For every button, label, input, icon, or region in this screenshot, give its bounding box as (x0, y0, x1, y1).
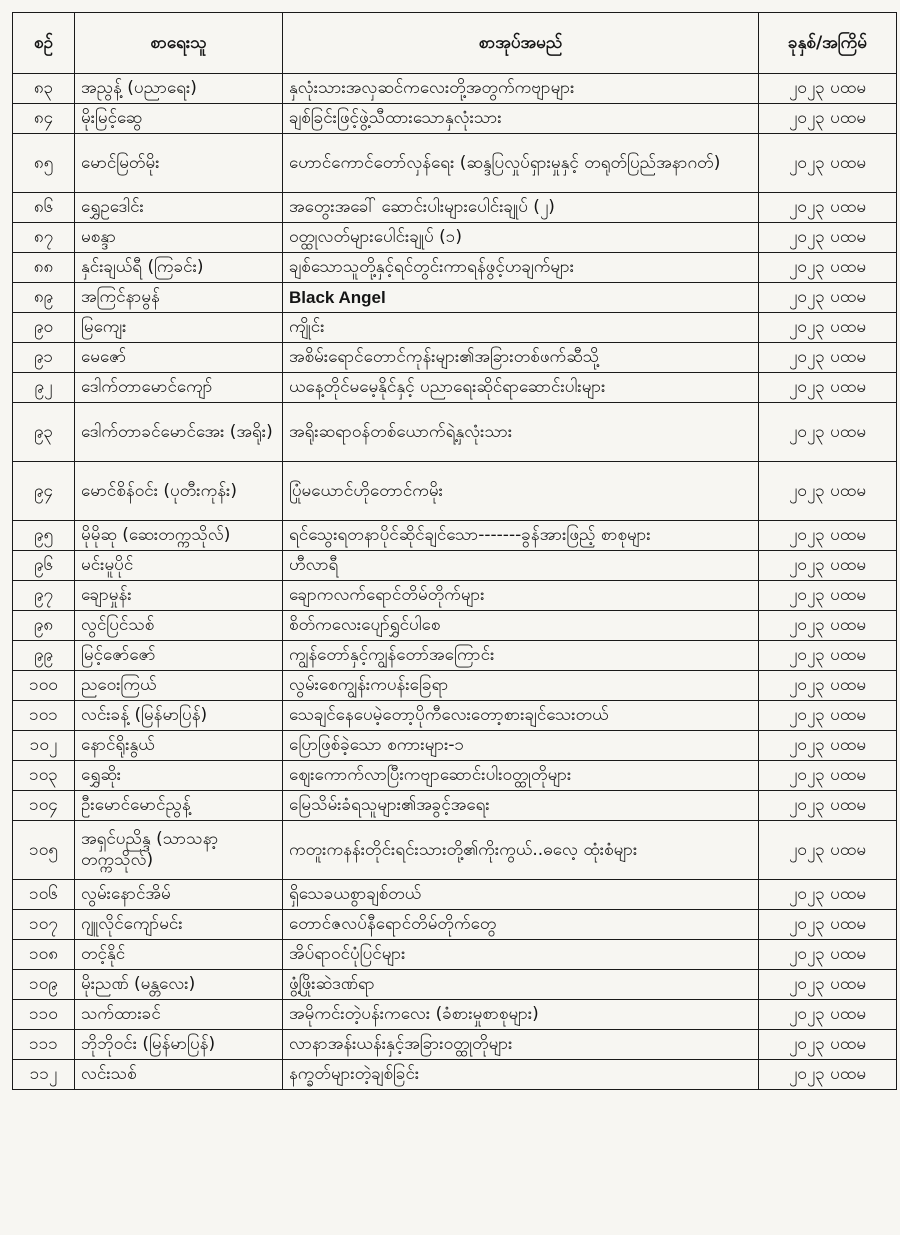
table-row (13, 343, 897, 373)
row-title: ချစ်သောသူတို့နှင့်ရင်တွင်းကာရန်ဖွင့်ဟချက်များ (283, 253, 759, 283)
table-row (13, 910, 897, 940)
row-title: ရင်သွေးရတနာပိုင်ဆိုင်ချင်သော-------ခွန်အားဖြည့် စာစုများ (283, 521, 759, 551)
table-row (13, 104, 897, 134)
row-edition: ၂၀၂၃ ပထမ (759, 581, 897, 611)
row-title: အိပ်ရာဝင်ပုံပြင်များ (283, 940, 759, 970)
row-title: ချောကလက်ရောင်တိမ်တိုက်များ (283, 581, 759, 611)
row-title: ပြုံမယောင်ဟိုတောင်ကမိုး (283, 462, 759, 521)
row-title: အစိမ်းရောင်တောင်ကုန်းများ၏အခြားတစ်ဖက်ဆီသို့ (283, 343, 759, 373)
row-number: ၉၈ (13, 611, 75, 641)
row-author: အရှင်ပညိန္ဒ (သာသနာ့တက္ကသိုလ်) (75, 821, 283, 880)
table-row (13, 462, 897, 521)
row-number: ၈၄ (13, 104, 75, 134)
row-title: အတွေးအခေါ် ဆောင်းပါးများပေါင်းချုပ် (၂) (283, 193, 759, 223)
row-edition: ၂၀၂၃ ပထမ (759, 223, 897, 253)
row-number: ၁၁၀ (13, 1000, 75, 1030)
row-number: ၈၅ (13, 134, 75, 193)
row-author: လင်းသစ် (75, 1060, 283, 1090)
row-number: ၁၀၈ (13, 940, 75, 970)
row-author: ဦးမောင်မောင်ညွန့် (75, 791, 283, 821)
table-row (13, 373, 897, 403)
table-row (13, 880, 897, 910)
row-edition: ၂၀၂၃ ပထမ (759, 880, 897, 910)
table-row (13, 791, 897, 821)
row-title: ဝတ္ထုလတ်များပေါင်းချုပ် (၁) (283, 223, 759, 253)
row-edition: ၂၀၂၃ ပထမ (759, 343, 897, 373)
table-row (13, 134, 897, 193)
row-edition: ၂၀၂၃ ပထမ (759, 253, 897, 283)
row-title: ယနေ့တိုင်မမေ့နိုင်နှင့် ပညာရေးဆိုင်ရာဆောင်းပါးများ (283, 373, 759, 403)
row-number: ၈၃ (13, 74, 75, 104)
row-title: လွမ်းစေကျွန်းကပန်းခြေရာ (283, 671, 759, 701)
row-edition: ၂၀၂၃ ပထမ (759, 731, 897, 761)
header-title: စာအုပ်အမည် (283, 13, 759, 74)
table-row (13, 761, 897, 791)
table-row (13, 821, 897, 880)
row-edition: ၂၀၂၃ ပထမ (759, 701, 897, 731)
row-author: နောင်ရိုးနွယ် (75, 731, 283, 761)
table-row (13, 521, 897, 551)
row-title: ကျွန်တော်နှင့်ကျွန်တော်အကြောင်း (283, 641, 759, 671)
table-row (13, 283, 897, 313)
row-author: ဒေါက်တာမောင်ကျော် (75, 373, 283, 403)
row-number: ၁၀၀ (13, 671, 75, 701)
row-number: ၁၀၉ (13, 970, 75, 1000)
row-title: ကတူးကနန်းတိုင်းရင်းသားတို့၏ကိုးကွယ်..ဓလေ့ ထုံးစံများ (283, 821, 759, 880)
row-number: ၉၂ (13, 373, 75, 403)
header-number: စဉ် (13, 13, 75, 74)
row-author: ဂျူလိုင်ကျော်မင်း (75, 910, 283, 940)
table-row (13, 731, 897, 761)
table-row (13, 1000, 897, 1030)
row-number: ၈၆ (13, 193, 75, 223)
table-row (13, 671, 897, 701)
row-author: ရွှေဆိုး (75, 761, 283, 791)
row-author: လွင်ပြင်သစ် (75, 611, 283, 641)
row-title: ရှိသေခယစွာချစ်တယ် (283, 880, 759, 910)
row-author: ဒေါက်တာခင်မောင်အေး (အရိုး) (75, 403, 283, 462)
row-number: ၁၁၂ (13, 1060, 75, 1090)
row-title: ချစ်ခြင်းဖြင့်ဖွဲ့သီထားသောနှလုံးသား (283, 104, 759, 134)
table-row (13, 74, 897, 104)
row-edition: ၂၀၂၃ ပထမ (759, 910, 897, 940)
row-edition: ၂၀၂၃ ပထမ (759, 313, 897, 343)
row-number: ၁၀၆ (13, 880, 75, 910)
row-author: လွမ်းနောင်အိမ် (75, 880, 283, 910)
row-edition: ၂၀၂၃ ပထမ (759, 1030, 897, 1060)
row-title: ကျိုင်း (283, 313, 759, 343)
table-row (13, 701, 897, 731)
row-edition: ၂၀၂၃ ပထမ (759, 821, 897, 880)
row-edition: ၂၀၂၃ ပထမ (759, 761, 897, 791)
row-number: ၁၀၄ (13, 791, 75, 821)
header-edition: ခုနှစ်/အကြိမ် (759, 13, 897, 74)
row-author: ညဝေးကြယ် (75, 671, 283, 701)
row-author: မိုးညဏ် (မန္တလေး) (75, 970, 283, 1000)
row-author: အညွန့် (ပညာရေး) (75, 74, 283, 104)
table-row (13, 223, 897, 253)
table-row (13, 313, 897, 343)
row-number: ၉၃ (13, 403, 75, 462)
row-title: နက္ခတ်များတဲ့ချစ်ခြင်း (283, 1060, 759, 1090)
row-edition: ၂၀၂၃ ပထမ (759, 373, 897, 403)
row-edition: ၂၀၂၃ ပထမ (759, 462, 897, 521)
row-edition: ၂၀၂၃ ပထမ (759, 283, 897, 313)
row-title: စိတ်ကလေးပျော်ရွှင်ပါစေ (283, 611, 759, 641)
row-title: ဖွံ့ဖြိုးဆဲဒဏ်ရာ (283, 970, 759, 1000)
row-author: တင့်နိုင် (75, 940, 283, 970)
table-row (13, 1030, 897, 1060)
row-author: လင်းခန့် (မြန်မာပြန်) (75, 701, 283, 731)
row-number: ၁၀၂ (13, 731, 75, 761)
row-number: ၉၀ (13, 313, 75, 343)
row-number: ၉၇ (13, 581, 75, 611)
row-author: ချောမှုန်း (75, 581, 283, 611)
row-edition: ၂၀၂၃ ပထမ (759, 104, 897, 134)
row-number: ၉၁ (13, 343, 75, 373)
row-number: ၁၁၁ (13, 1030, 75, 1060)
row-author: မစန္ဒာ (75, 223, 283, 253)
row-title: လာနာအန်းယန်းနှင့်အခြားဝတ္ထုတိုများ (283, 1030, 759, 1060)
row-edition: ၂၀၂၃ ပထမ (759, 551, 897, 581)
row-edition: ၂၀၂၃ ပထမ (759, 1060, 897, 1090)
row-title: တောင်ဇလပ်နီရောင်တိမ်တိုက်တွေ (283, 910, 759, 940)
row-edition: ၂၀၂၃ ပထမ (759, 970, 897, 1000)
row-title: ဟီလာရီ (283, 551, 759, 581)
row-title: ပြောဖြစ်ခဲ့သော စကားများ-၁ (283, 731, 759, 761)
row-number: ၁၀၅ (13, 821, 75, 880)
row-edition: ၂၀၂၃ ပထမ (759, 134, 897, 193)
row-author: ဘိုဘိုဝင်း (မြန်မာပြန်) (75, 1030, 283, 1060)
row-author: နှင်းချယ်ရီ (ကြခင်း) (75, 253, 283, 283)
header-author: စာရေးသူ (75, 13, 283, 74)
row-author: မြကျေး (75, 313, 283, 343)
row-edition: ၂၀၂၃ ပထမ (759, 74, 897, 104)
row-number: ၉၅ (13, 521, 75, 551)
row-edition: ၂၀၂၃ ပထမ (759, 193, 897, 223)
table-row (13, 611, 897, 641)
row-title: သေချင်နေပေမဲ့တော့ပိုကီလေးတော့စားချင်သေးတယ် (283, 701, 759, 731)
row-edition: ၂၀၂၃ ပထမ (759, 403, 897, 462)
row-author: သက်ထားခင် (75, 1000, 283, 1030)
row-author: မောင်မြတ်မိုး (75, 134, 283, 193)
book-list-table (12, 12, 897, 1090)
row-number: ၉၄ (13, 462, 75, 521)
table-row (13, 970, 897, 1000)
table-row (13, 1060, 897, 1090)
table-row (13, 551, 897, 581)
row-title: ဟောင်ကောင်တော်လှန်ရေး (ဆန္ဒပြလှုပ်ရှားမှုနှင့် တရုတ်ပြည်အနာဂတ်) (283, 134, 759, 193)
row-author: မောင်စိန်ဝင်း (ပုတီးကုန်း) (75, 462, 283, 521)
row-number: ၉၉ (13, 641, 75, 671)
row-number: ၈၈ (13, 253, 75, 283)
row-edition: ၂၀၂၃ ပထမ (759, 521, 897, 551)
row-number: ၁၀၇ (13, 910, 75, 940)
row-author: မြင့်ဇော်ဇော် (75, 641, 283, 671)
row-edition: ၂၀၂၃ ပထမ (759, 671, 897, 701)
row-author: မိုးမြင့်ဆွေ (75, 104, 283, 134)
row-author: မိုမိုဆု (ဆေးတက္ကသိုလ်) (75, 521, 283, 551)
row-edition: ၂၀၂၃ ပထမ (759, 1000, 897, 1030)
row-author: ရွှေဥဒေါင်း (75, 193, 283, 223)
row-title: အရိုးဆရာဝန်တစ်ယောက်ရဲ့နှလုံးသား (283, 403, 759, 462)
table-header-row (13, 13, 897, 74)
row-title: ဈေးကောက်လာပြီးကဗျာဆောင်းပါးဝတ္ထုတိုများ (283, 761, 759, 791)
row-title: အမိုကင်းတဲ့ပန်းကလေး (ခံစားမှုစာစုများ) (283, 1000, 759, 1030)
row-author: မင်းမူပိုင် (75, 551, 283, 581)
row-edition: ၂၀၂၃ ပထမ (759, 940, 897, 970)
table-row (13, 581, 897, 611)
table-row (13, 253, 897, 283)
row-number: ၁၀၁ (13, 701, 75, 731)
row-number: ၈၇ (13, 223, 75, 253)
row-title: နှလုံးသားအလှဆင်ကလေးတို့အတွက်ကဗျာများ (283, 74, 759, 104)
table-row (13, 940, 897, 970)
row-number: ၉၆ (13, 551, 75, 581)
table-row (13, 641, 897, 671)
row-edition: ၂၀၂၃ ပထမ (759, 641, 897, 671)
row-edition: ၂၀၂၃ ပထမ (759, 611, 897, 641)
table-row (13, 403, 897, 462)
table-row (13, 193, 897, 223)
row-number: ၈၉ (13, 283, 75, 313)
row-author: မေဇော် (75, 343, 283, 373)
row-edition: ၂၀၂၃ ပထမ (759, 791, 897, 821)
row-title: မြေသိမ်းခံရသူများ၏အခွင့်အရေး (283, 791, 759, 821)
row-author: အကြင်နာမွန် (75, 283, 283, 313)
row-number: ၁၀၃ (13, 761, 75, 791)
row-title: Black Angel (283, 283, 759, 313)
